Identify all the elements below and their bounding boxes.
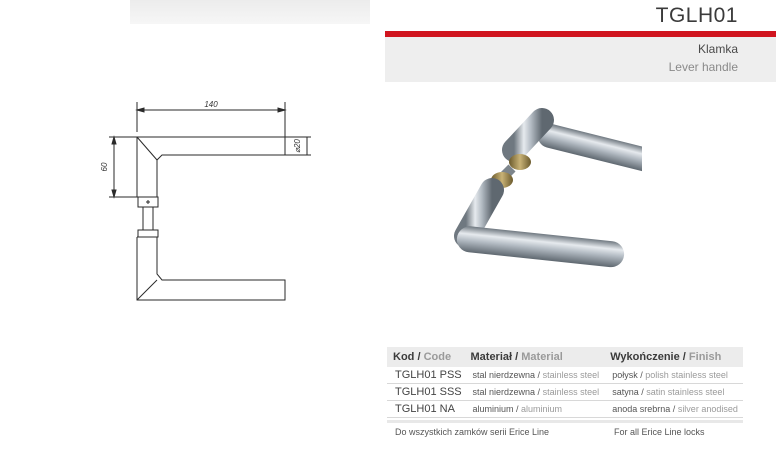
header-material: Materiał / Material [465, 347, 605, 367]
cell-code: TGLH01 PSS [387, 367, 465, 384]
header-code: Kod / Code [387, 347, 465, 367]
subtitle-english: Lever handle [668, 60, 738, 74]
subtitle-panel [385, 37, 776, 82]
cell-finish: anoda srebrna / silver anodised [604, 401, 743, 418]
spec-table [387, 347, 743, 418]
cell-code: TGLH01 NA [387, 401, 465, 418]
subtitle-polish: Klamka [697, 42, 738, 56]
dimension-length: 140 [204, 100, 218, 109]
footer-note-english: For all Erice Line locks [614, 427, 705, 437]
cell-material: aluminium / aluminium [465, 401, 605, 418]
cell-material: stal nierdzewna / stainless steel [465, 367, 605, 384]
product-code-title: TGLH01 [655, 4, 738, 27]
table-header-row [387, 347, 743, 367]
dimension-diameter: ⌀20 [293, 139, 302, 153]
footer-divider [387, 420, 743, 423]
cell-finish: satyna / satin stainless steel [604, 384, 743, 401]
technical-drawing [95, 92, 325, 307]
product-photo [452, 108, 642, 293]
footer-note-polish: Do wszystkich zamków serii Erice Line [395, 427, 550, 437]
top-decoration [130, 0, 370, 24]
table-row [387, 367, 743, 384]
cell-material: stal nierdzewna / stainless steel [465, 384, 605, 401]
cell-code: TGLH01 SSS [387, 384, 465, 401]
table-row [387, 384, 743, 401]
dimension-height: 60 [100, 162, 109, 172]
header-finish: Wykończenie / Finish [604, 347, 743, 367]
cell-finish: połysk / polish stainless steel [604, 367, 743, 384]
table-row [387, 401, 743, 418]
